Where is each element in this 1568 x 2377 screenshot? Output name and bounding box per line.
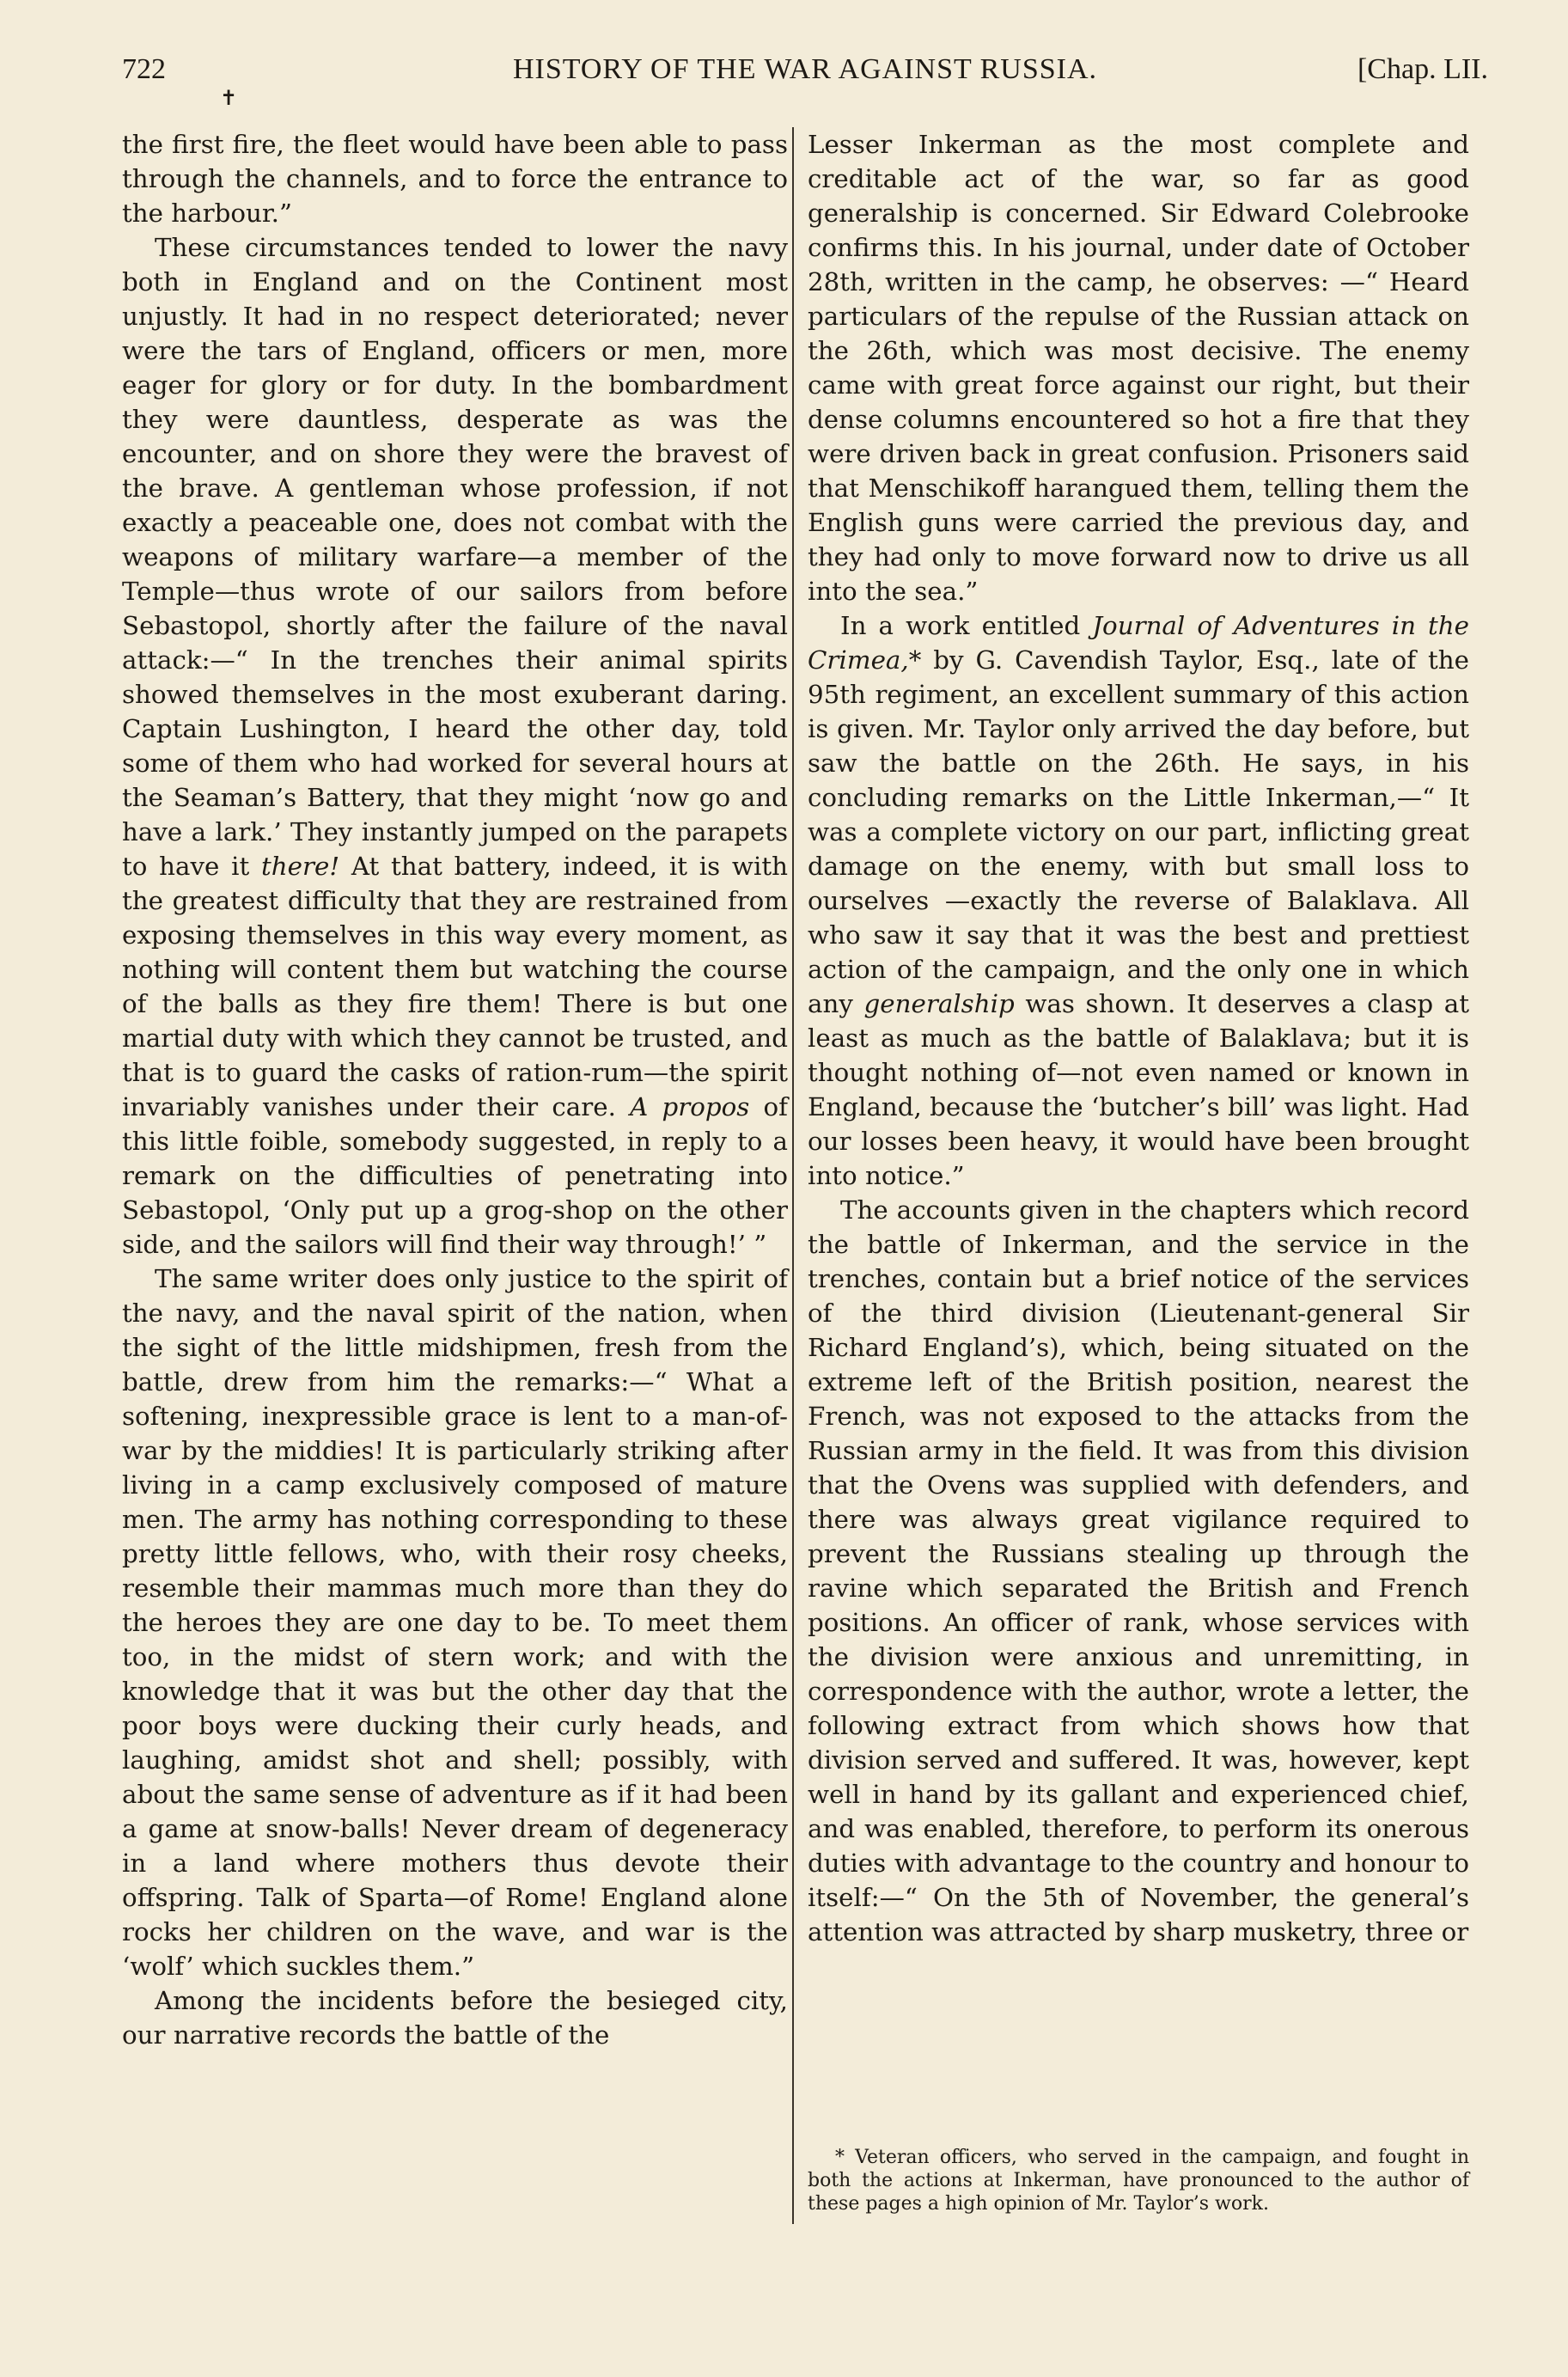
italic-text: there!	[261, 852, 340, 881]
paragraph: The accounts given in the chapters which record the battle of Inkerman, and the service in the trenches, contain but a brief notice of the services of the third division (Lieutenant-general Sir Richard England’s), which, being situated on the extreme left of the British position, nearest the French, was not exposed to the attacks from the Russian army in the field. It was from this division that the Ovens was supplied with defenders, and there was always great vigilance required to prevent the Russians stealing up through the ravine which separated the British and French positions. An officer of rank, whose services with the division were anxious and unremitting, in correspondence with the author, wrote a letter, the following extract from which shows how that division served and suffered. It was, however, kept well in hand by its gallant and experienced chief, and was enabled, therefore, to perform its onerous duties with advantage to the country and honour to itself:—“ On the 5th of November, the general’s attention was attracted by sharp musketry, three or	[808, 1195, 1469, 1946]
paragraph	[808, 608, 1469, 1193]
chapter-label: [Chap. LII.	[1357, 53, 1488, 85]
paragraph: Lesser Inkerman as the most complete and creditable act of the war, so far as good generalship is concerned. Sir Edward Colebrooke confirms this. In his journal, under date of October 28th, written in the camp, he observes: —“ Heard particulars of the repulse of the Russian attack on the 26th, which was most decisive. The enemy came with great force against our right, but their dense columns encountered so hot a fire that they were driven back in great confusion. Prisoners said that Menschikoff harangued them, telling them the English guns were carried the previous day, and they had only to move forward now to drive us all into the sea.”	[808, 130, 1469, 606]
page-number: 722	[122, 53, 166, 85]
paragraph: The same writer does only justice to the spirit of the navy, and the naval spirit of the nation, when the sight of the little midshipmen, fresh from the battle, drew from him the remarks:—“ What a softening, inexpressible grace is lent to a man-of-war by the middies! It is particularly striking after living in a camp exclusively composed of mature men. The army has nothing corresponding to these pretty little fellows, who, with their rosy cheeks, resemble their mammas much more than they do the heroes they are one day to be. To meet them too, in the midst of stern work; and with the knowledge that it was but the other day that the poor boys were ducking their curly heads, and laughing, amidst shot and shell; possibly, with about the same sense of adventure as if it had been a game at snow-balls! Never dream of degeneracy in a land where mothers thus devote their offspring. Talk of Sparta—of Rome! England alone rocks her children on the wave, and war is the ‘wolf’ which suckles them.”	[122, 1264, 788, 1981]
paragraph: Among the incidents before the besieged city, our narrative records the battle of the	[122, 1986, 788, 2050]
right-column	[808, 127, 1469, 1949]
italic-text: A propos	[630, 1092, 750, 1121]
running-title: HISTORY OF THE WAR AGAINST RUSSIA.	[512, 53, 1098, 85]
footnote: * Veteran officers, who served in the campaign, and fought in both the actions at Inkerman, have pronounced to the author of these pages a high opinion of Mr. Taylor’s work.	[808, 2147, 1469, 2215]
running-header	[122, 53, 1488, 110]
paragraph	[122, 230, 788, 1262]
text-run: of this little foible, somebody suggested, in reply to a remark on the difficulties of penetrating into Sebastopol, ‘Only put up a grog-shop on the other side, and the sailors will find their way through!’ ”	[122, 1092, 788, 1259]
margin-mark: ✝	[220, 88, 238, 110]
text-run: was shown. It deserves a clasp at least as much as the battle of Balaklava; but it is thought nothing of—not even named or known in England, because the ‘butcher’s bill’ was light. Had our losses been heavy, it would have been brought into notice.”	[808, 989, 1470, 1190]
text-run: These circumstances tended to lower the navy both in England and on the Continent most unjustly. It had in no respect deteriorated; never were the tars of England, officers or men, more eager for glory or for duty. In the bombardment they were dauntless, desperate as was the encounter, and on shore they were the bravest of the brave. A gentleman whose profession, if not exactly a peaceable one, does not combat with the weapons of military warfare—a member of the Temple—thus wrote of our sailors from before Sebastopol, shortly after the failure of the naval attack:—“ In the trenches their animal spirits showed themselves in the most exuberant daring. Captain Lushington, I heard the other day, told some of them who had worked for several hours at the Seaman’s Battery, that they might ‘now go and have a lark.’ They instantly jumped on the parapets to have it	[122, 233, 788, 881]
paragraph: the first fire, the fleet would have been able to pass through the channels, and to force the entrance to the harbour.”	[122, 130, 788, 228]
italic-text: generalship	[863, 989, 1015, 1018]
text-run: At that battery, indeed, it is with the greatest difficulty that they are restrained from exposing themselves in this way every moment, as nothing will content them but watching the course of the balls as they fire them! There is but one martial duty with which they cannot be trusted, and that is to guard the casks of ration-rum—the spirit invariably vanishes under their care.	[122, 852, 789, 1121]
text-run: In a work entitled	[840, 611, 1093, 640]
italic-text: Journal of Adventures in the Crimea,	[808, 611, 1469, 675]
left-column	[122, 127, 788, 2052]
column-rule	[792, 127, 794, 2224]
text-run: * by G. Cavendish Taylor, Esq., late of the 95th regiment, an excellent summary of this action is given. Mr. Taylor only arrived the day before, but saw the battle on the 26th. He says, in his concluding remarks on the Little Inkerman,—“ It was a complete victory on our part, inflicting great damage on the enemy, with but small loss to ourselves —exactly the reverse of Balaklava. All who saw it say that it was the best and prettiest action of the campaign, and the only one in which any	[808, 645, 1469, 1018]
